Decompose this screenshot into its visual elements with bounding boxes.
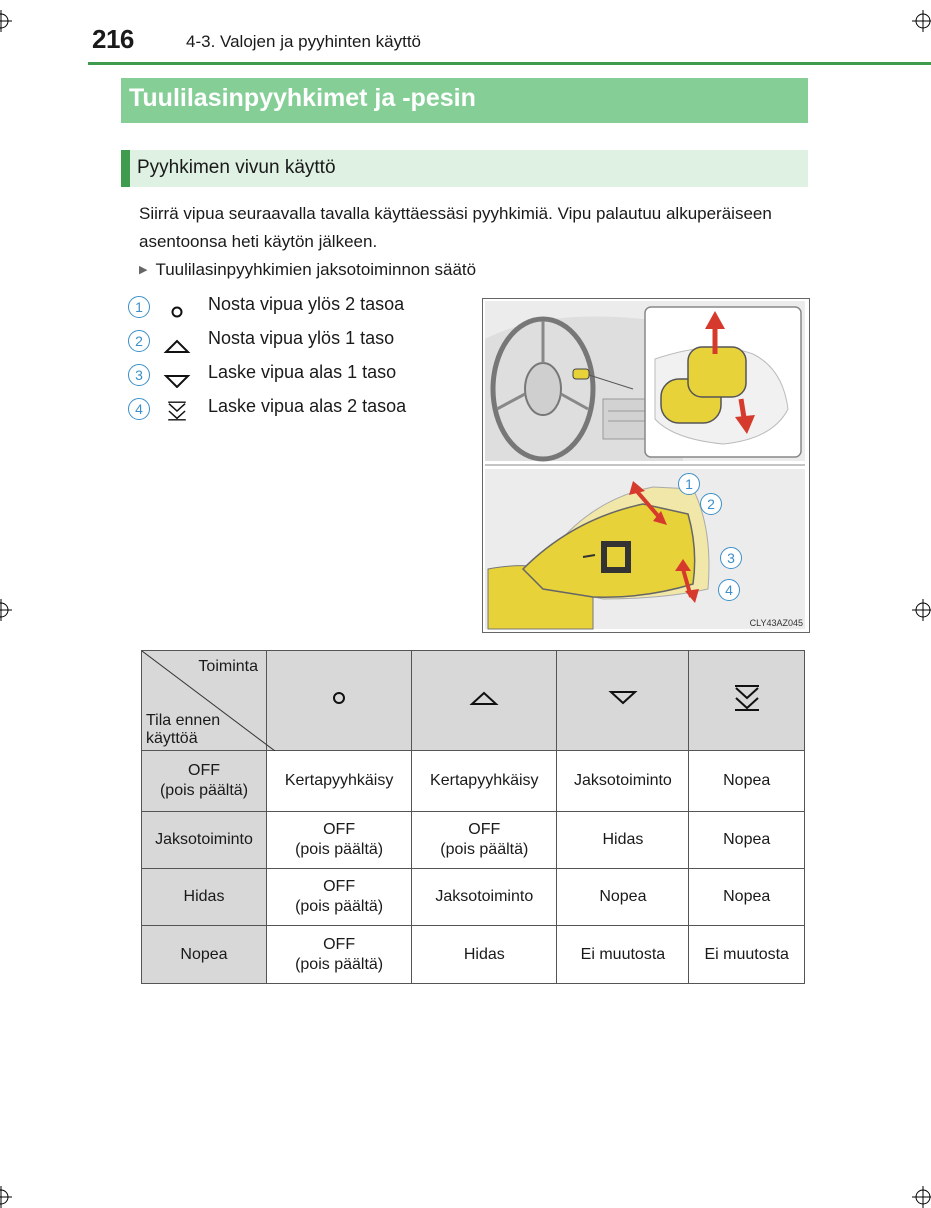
table-cell xyxy=(689,751,805,812)
cell-text: OFF xyxy=(323,821,356,838)
table-row xyxy=(142,926,805,984)
column-header-triangle-down xyxy=(557,651,689,751)
table-cell xyxy=(557,751,689,812)
cell-text: OFF xyxy=(323,935,356,953)
corner-bottom-line: Tila ennen xyxy=(146,712,221,729)
circle-icon xyxy=(324,686,354,710)
cell-text: OFF xyxy=(468,821,501,838)
row-state-text: OFF xyxy=(188,762,220,779)
figure-callout: 3 xyxy=(720,547,742,569)
table-cell xyxy=(412,751,557,812)
triangle-up-icon xyxy=(162,332,192,354)
registration-mark-icon xyxy=(912,1186,931,1208)
operation-text: Nosta vipua ylös 2 tasoa xyxy=(208,294,405,314)
cell-text: (pois päältä) xyxy=(295,841,384,858)
cell-text: Jaksotoiminto xyxy=(435,888,534,905)
callout-number: 3 xyxy=(128,364,150,386)
triangle-up-icon xyxy=(469,686,499,710)
section-accent-bar xyxy=(121,150,130,187)
cell-text: Kertapyyhkäisy xyxy=(284,772,394,789)
registration-mark-icon xyxy=(0,599,12,621)
table-cell xyxy=(689,869,805,926)
table-cell xyxy=(412,869,557,926)
operation-text: Nosta vipua ylös 1 taso xyxy=(208,328,395,348)
table-cell xyxy=(689,812,805,869)
cell-text: (pois päältä) xyxy=(295,898,384,915)
operation-text: Laske vipua alas 1 taso xyxy=(208,362,397,382)
table-cell xyxy=(557,869,689,926)
row-state-cell xyxy=(142,812,267,869)
cell-text: Ei muutosta xyxy=(580,945,666,963)
table-cell xyxy=(412,812,557,869)
corner-bottom-line: käyttöä xyxy=(146,730,198,747)
row-state-cell xyxy=(142,751,267,812)
row-state-cell xyxy=(142,869,267,926)
figure-callout: 1 xyxy=(678,473,700,495)
figure-callout: 4 xyxy=(718,579,740,601)
table-cell xyxy=(557,926,689,984)
row-state-text: Nopea xyxy=(180,945,228,963)
operation-text: Laske vipua alas 2 tasoa xyxy=(208,396,407,416)
cell-text: Ei muutosta xyxy=(704,945,789,963)
registration-mark-icon xyxy=(0,10,12,32)
table-header-row xyxy=(142,651,805,751)
table-row xyxy=(142,812,805,869)
cell-text: Nopea xyxy=(723,772,771,789)
table-corner-cell xyxy=(142,651,267,751)
page-number: 216 xyxy=(92,24,134,54)
table-cell xyxy=(689,926,805,984)
section-heading-band xyxy=(121,150,808,187)
cell-text: OFF xyxy=(323,878,356,895)
table-row xyxy=(142,869,805,926)
triangle-down-icon xyxy=(162,366,192,388)
triangle-down-icon xyxy=(608,686,638,710)
table-cell xyxy=(267,812,412,869)
bullet-triangle-icon: ▶ xyxy=(139,264,148,276)
table-cell xyxy=(557,812,689,869)
lever-drawing xyxy=(483,299,809,632)
cell-text: Kertapyyhkäisy xyxy=(430,772,539,789)
cell-text: Nopea xyxy=(723,888,771,905)
registration-mark-icon xyxy=(912,599,931,621)
cell-text: (pois päältä) xyxy=(295,955,384,973)
row-state-text: Jaksotoiminto xyxy=(155,831,253,848)
callout-number: 4 xyxy=(128,398,150,420)
figure-callout: 2 xyxy=(700,493,722,515)
corner-top-label: Toiminta xyxy=(198,658,258,675)
row-state-text: Hidas xyxy=(183,888,225,905)
cell-text: Hidas xyxy=(463,945,505,963)
bullet-item xyxy=(139,260,476,280)
cell-text: Nopea xyxy=(723,831,771,848)
bullet-text: Tuulilasinpyyhkimien jaksotoiminnon säätö xyxy=(155,260,477,279)
figure-code: CLY43AZ045 xyxy=(749,618,803,628)
callout-number: 1 xyxy=(128,296,150,318)
cell-text: (pois päältä) xyxy=(440,841,529,858)
table-cell xyxy=(412,926,557,984)
page-title: Tuulilasinpyyhkimet ja -pesin xyxy=(129,84,476,112)
registration-mark-icon xyxy=(0,1186,12,1208)
double-triangle-down-icon xyxy=(732,683,762,713)
table-cell xyxy=(267,869,412,926)
column-header-circle xyxy=(267,651,412,751)
callout-number: 2 xyxy=(128,330,150,352)
table-cell xyxy=(267,751,412,812)
section-heading: Pyyhkimen vivun käyttö xyxy=(137,157,336,178)
header-divider xyxy=(88,62,931,65)
column-header-double-triangle-down xyxy=(689,651,805,751)
row-state-text: (pois päältä) xyxy=(159,782,249,799)
chapter-title: 4-3. Valojen ja pyyhinten käyttö xyxy=(186,32,421,51)
row-state-cell xyxy=(142,926,267,984)
table-row xyxy=(142,751,805,812)
circle-icon xyxy=(162,298,192,320)
wiper-operation-table xyxy=(141,650,805,984)
corner-bottom-label xyxy=(146,712,220,748)
registration-mark-icon xyxy=(912,10,931,32)
cell-text: Hidas xyxy=(602,831,644,848)
wiper-lever-illustration xyxy=(482,298,810,633)
cell-text: Nopea xyxy=(599,888,647,905)
double-triangle-down-icon xyxy=(162,400,192,422)
cell-text: Jaksotoiminto xyxy=(574,772,672,789)
table-cell xyxy=(267,926,412,984)
intro-paragraph: Siirrä vipua seuraavalla tavalla käyttäessäsi pyyhkimiä. Vipu palautuu alkuperäiseen asentoonsa heti käytön jälkeen. xyxy=(139,204,772,251)
column-header-triangle-up xyxy=(412,651,557,751)
page-title-band xyxy=(121,78,808,123)
table-body xyxy=(142,751,805,984)
